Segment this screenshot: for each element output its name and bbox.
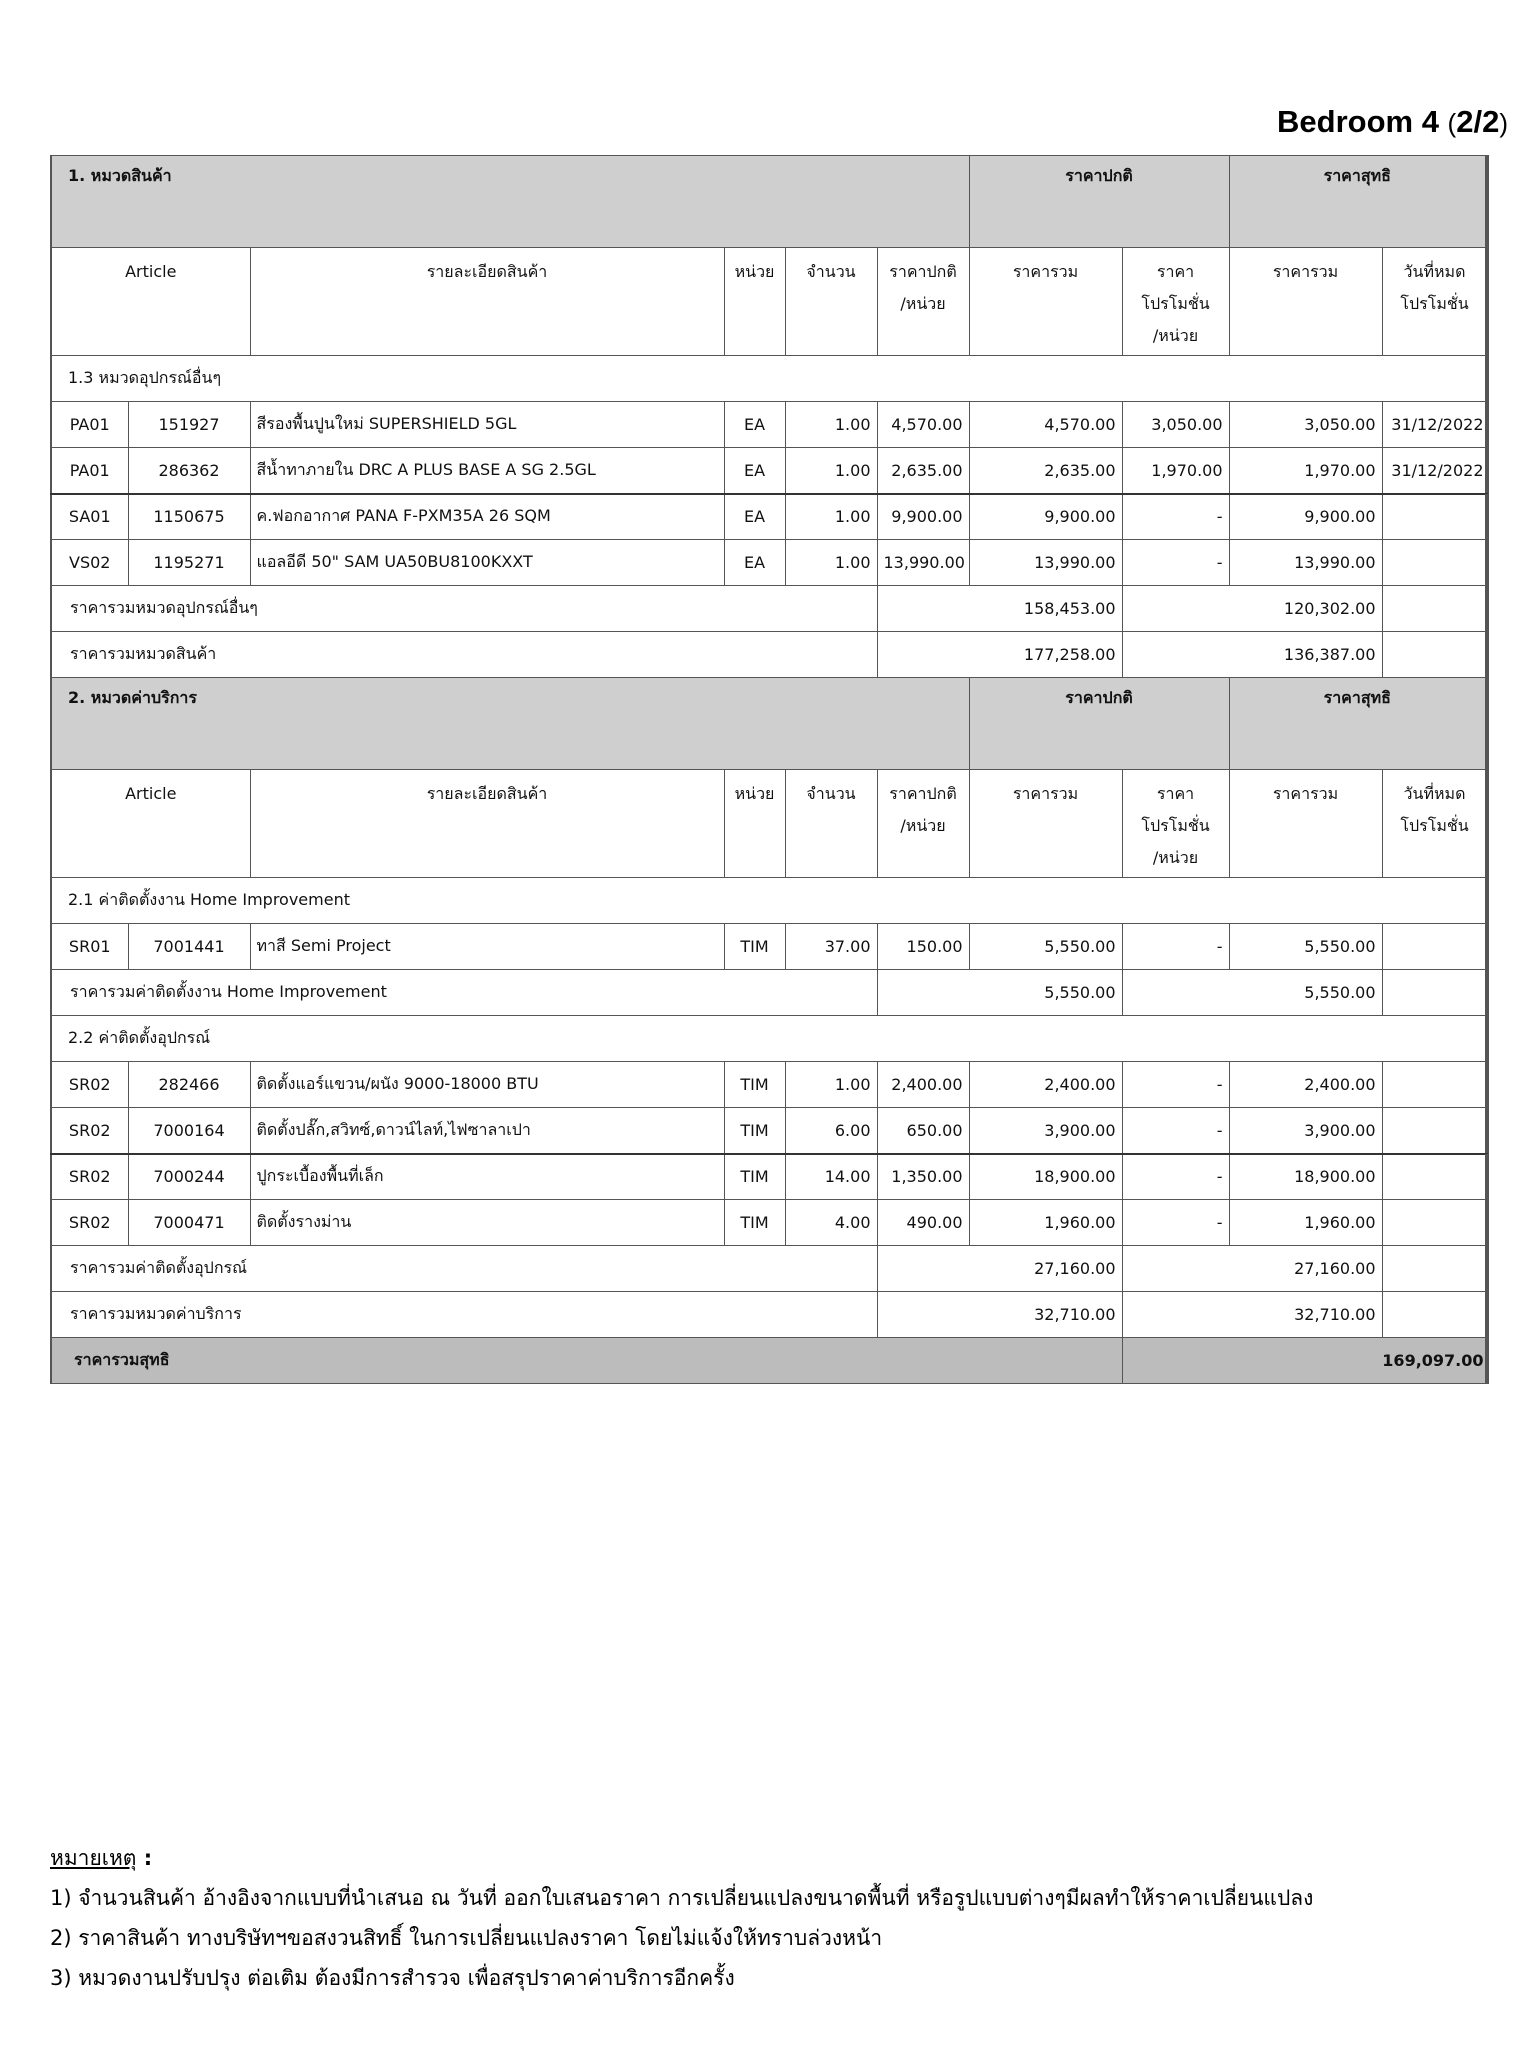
- item-total: 3,900.00: [969, 1108, 1122, 1154]
- grand-total-label: ราคารวมสุทธิ: [51, 1338, 1122, 1384]
- item-promo-end: 31/12/2022: [1382, 402, 1487, 448]
- total-net: 120,302.00: [1122, 586, 1382, 632]
- item-unit-price: 490.00: [877, 1200, 969, 1246]
- item-article: 282466: [128, 1062, 250, 1108]
- subsection-1-3: [51, 356, 1487, 402]
- total-normal: 177,258.00: [877, 632, 1122, 678]
- section-2-header: [51, 678, 1487, 770]
- item-row: [51, 402, 1487, 448]
- section-title: 1. หมวดสินค้า: [51, 156, 969, 248]
- note-line-2: 2) ราคาสินค้า ทางบริษัทฯขอสงวนสิทธิ์ ในการเปลี่ยนแปลงราคา โดยไม่แจ้งให้ทราบล่วงหน้า: [50, 1926, 883, 1950]
- item-description: แอลอีดี 50" SAM UA50BU8100KXXT: [250, 540, 724, 586]
- item-promo-price: -: [1122, 1200, 1229, 1246]
- item-unit: TIM: [724, 1200, 785, 1246]
- item-total: 18,900.00: [969, 1154, 1122, 1200]
- item-total: 5,550.00: [969, 924, 1122, 970]
- total-label: ราคารวมค่าติดตั้งงาน Home Improvement: [51, 970, 877, 1016]
- header-unit: หน่วย: [724, 770, 785, 878]
- item-promo-end: [1382, 1062, 1487, 1108]
- page-title-paren-open: (: [1447, 108, 1457, 138]
- header-unit-price: ราคาปกติ /หน่วย: [877, 248, 969, 356]
- total-net: 5,550.00: [1122, 970, 1382, 1016]
- subtotal-row: [51, 970, 1487, 1016]
- item-qty: 1.00: [785, 494, 877, 540]
- subsection-title: 2.1 ค่าติดตั้งงาน Home Improvement: [51, 878, 1487, 924]
- subsection-2-1: [51, 878, 1487, 924]
- item-code: PA01: [51, 448, 128, 494]
- item-description: ติดตั้งปลั๊ก,สวิทซ์,ดาวน์ไลท์,ไฟซาลาเปา: [250, 1108, 724, 1154]
- item-unit-price: 1,350.00: [877, 1154, 969, 1200]
- total-normal: 27,160.00: [877, 1246, 1122, 1292]
- item-promo-price: -: [1122, 1062, 1229, 1108]
- item-qty: 1.00: [785, 448, 877, 494]
- item-article: 286362: [128, 448, 250, 494]
- item-promo-total: 1,970.00: [1229, 448, 1382, 494]
- page-title: [1277, 104, 1508, 140]
- item-promo-price: -: [1122, 1108, 1229, 1154]
- item-total: 4,570.00: [969, 402, 1122, 448]
- item-promo-price: -: [1122, 540, 1229, 586]
- item-qty: 1.00: [785, 402, 877, 448]
- item-row: [51, 1154, 1487, 1200]
- header-promo-end: วันที่หมด โปรโมชั่น: [1382, 770, 1487, 878]
- item-unit: EA: [724, 402, 785, 448]
- header-promo-total: ราคารวม: [1229, 248, 1382, 356]
- header-promo-end: วันที่หมด โปรโมชั่น: [1382, 248, 1487, 356]
- total-empty: [1382, 632, 1487, 678]
- header-promo-price: ราคา โปรโมชั่น /หน่วย: [1122, 248, 1229, 356]
- header-article: Article: [51, 248, 250, 356]
- total-empty: [1382, 1246, 1487, 1292]
- item-promo-total: 3,900.00: [1229, 1108, 1382, 1154]
- item-unit: TIM: [724, 1154, 785, 1200]
- item-unit: TIM: [724, 1062, 785, 1108]
- header-description: รายละเอียดสินค้า: [250, 248, 724, 356]
- note-line-3: 3) หมวดงานปรับปรุง ต่อเติม ต้องมีการสำรวจ เพื่อสรุปราคาค่าบริการอีกครั้ง: [50, 1966, 735, 1990]
- item-unit-price: 2,635.00: [877, 448, 969, 494]
- item-promo-end: [1382, 540, 1487, 586]
- item-unit-price: 4,570.00: [877, 402, 969, 448]
- item-article: 7000164: [128, 1108, 250, 1154]
- column-header-row: [51, 770, 1487, 878]
- item-row: [51, 924, 1487, 970]
- item-promo-total: 2,400.00: [1229, 1062, 1382, 1108]
- header-promo-total: ราคารวม: [1229, 770, 1382, 878]
- item-total: 2,635.00: [969, 448, 1122, 494]
- total-empty: [1382, 970, 1487, 1016]
- item-row: [51, 1200, 1487, 1246]
- item-promo-total: 9,900.00: [1229, 494, 1382, 540]
- item-article: 1150675: [128, 494, 250, 540]
- item-unit-price: 2,400.00: [877, 1062, 969, 1108]
- subsection-title: 1.3 หมวดอุปกรณ์อื่นๆ: [51, 356, 1487, 402]
- item-code: SR02: [51, 1108, 128, 1154]
- item-description: ติดตั้งแอร์แขวน/ผนัง 9000-18000 BTU: [250, 1062, 724, 1108]
- subtotal-row: [51, 586, 1487, 632]
- item-unit: EA: [724, 448, 785, 494]
- total-empty: [1382, 586, 1487, 632]
- column-header-row: [51, 248, 1487, 356]
- header-net-price: ราคาสุทธิ: [1229, 678, 1487, 770]
- item-promo-total: 18,900.00: [1229, 1154, 1382, 1200]
- item-code: PA01: [51, 402, 128, 448]
- header-normal-price: ราคาปกติ: [969, 678, 1229, 770]
- item-description: สีน้ำทาภายใน DRC A PLUS BASE A SG 2.5GL: [250, 448, 724, 494]
- total-label: ราคารวมหมวดอุปกรณ์อื่นๆ: [51, 586, 877, 632]
- header-net-price: ราคาสุทธิ: [1229, 156, 1487, 248]
- item-code: SR02: [51, 1200, 128, 1246]
- item-promo-end: 31/12/2022: [1382, 448, 1487, 494]
- item-total: 2,400.00: [969, 1062, 1122, 1108]
- grand-total-value: 169,097.00: [1122, 1338, 1487, 1384]
- item-article: 1195271: [128, 540, 250, 586]
- item-row: [51, 1108, 1487, 1154]
- header-description: รายละเอียดสินค้า: [250, 770, 724, 878]
- item-promo-price: 3,050.00: [1122, 402, 1229, 448]
- total-net: 32,710.00: [1122, 1292, 1382, 1338]
- item-promo-total: 13,990.00: [1229, 540, 1382, 586]
- item-qty: 37.00: [785, 924, 877, 970]
- item-promo-price: 1,970.00: [1122, 448, 1229, 494]
- total-normal: 158,453.00: [877, 586, 1122, 632]
- item-unit-price: 650.00: [877, 1108, 969, 1154]
- item-description: สีรองพื้นปูนใหม่ SUPERSHIELD 5GL: [250, 402, 724, 448]
- item-code: SA01: [51, 494, 128, 540]
- item-promo-total: 5,550.00: [1229, 924, 1382, 970]
- item-unit-price: 150.00: [877, 924, 969, 970]
- item-promo-end: [1382, 494, 1487, 540]
- item-qty: 14.00: [785, 1154, 877, 1200]
- quotation-table: [50, 155, 1489, 1384]
- item-promo-price: -: [1122, 924, 1229, 970]
- item-code: VS02: [51, 540, 128, 586]
- total-normal: 32,710.00: [877, 1292, 1122, 1338]
- item-article: 7000244: [128, 1154, 250, 1200]
- item-code: SR01: [51, 924, 128, 970]
- header-total: ราคารวม: [969, 770, 1122, 878]
- item-description: ค.ฟอกอากาศ PANA F-PXM35A 26 SQM: [250, 494, 724, 540]
- subsection-title: 2.2 ค่าติดตั้งอุปกรณ์: [51, 1016, 1487, 1062]
- section-2-total-row: [51, 1292, 1487, 1338]
- item-code: SR02: [51, 1062, 128, 1108]
- item-description: ทาสี Semi Project: [250, 924, 724, 970]
- notes-heading: หมายเหตุ: [50, 1846, 137, 1870]
- total-label: ราคารวมหมวดสินค้า: [51, 632, 877, 678]
- header-article: Article: [51, 770, 250, 878]
- total-label: ราคารวมหมวดค่าบริการ: [51, 1292, 877, 1338]
- item-qty: 4.00: [785, 1200, 877, 1246]
- item-unit: TIM: [724, 1108, 785, 1154]
- section-1-header: [51, 156, 1487, 248]
- note-line-1: 1) จำนวนสินค้า อ้างอิงจากแบบที่นำเสนอ ณ วันที่ ออกใบเสนอราคา การเปลี่ยนแปลงขนาดพื้นที่ หรือรูปแบบต่างๆมีผลทำให้ราคาเปลี่ยนแปลง: [50, 1886, 1314, 1910]
- subsection-2-2: [51, 1016, 1487, 1062]
- item-description: ติดตั้งรางม่าน: [250, 1200, 724, 1246]
- subtotal-row: [51, 1246, 1487, 1292]
- item-unit: EA: [724, 494, 785, 540]
- notes-heading-colon: :: [136, 1846, 153, 1870]
- item-description: ปูกระเบื้องพื้นที่เล็ก: [250, 1154, 724, 1200]
- item-code: SR02: [51, 1154, 128, 1200]
- item-promo-price: -: [1122, 494, 1229, 540]
- item-unit-price: 13,990.00: [877, 540, 969, 586]
- item-promo-end: [1382, 924, 1487, 970]
- total-net: 136,387.00: [1122, 632, 1382, 678]
- item-unit-price: 9,900.00: [877, 494, 969, 540]
- item-promo-end: [1382, 1154, 1487, 1200]
- page-title-paren-close: ): [1499, 108, 1508, 138]
- item-total: 1,960.00: [969, 1200, 1122, 1246]
- item-row: [51, 1062, 1487, 1108]
- item-row: [51, 540, 1487, 586]
- total-normal: 5,550.00: [877, 970, 1122, 1016]
- item-qty: 1.00: [785, 540, 877, 586]
- item-article: 7000471: [128, 1200, 250, 1246]
- header-qty: จำนวน: [785, 770, 877, 878]
- item-total: 9,900.00: [969, 494, 1122, 540]
- section-1-total-row: [51, 632, 1487, 678]
- header-promo-price: ราคา โปรโมชั่น /หน่วย: [1122, 770, 1229, 878]
- total-net: 27,160.00: [1122, 1246, 1382, 1292]
- total-label: ราคารวมค่าติดตั้งอุปกรณ์: [51, 1246, 877, 1292]
- grand-total-row: [51, 1338, 1487, 1384]
- item-row: [51, 448, 1487, 494]
- total-empty: [1382, 1292, 1487, 1338]
- header-unit: หน่วย: [724, 248, 785, 356]
- item-promo-price: -: [1122, 1154, 1229, 1200]
- item-qty: 6.00: [785, 1108, 877, 1154]
- item-unit: EA: [724, 540, 785, 586]
- header-qty: จำนวน: [785, 248, 877, 356]
- item-promo-end: [1382, 1108, 1487, 1154]
- item-row: [51, 494, 1487, 540]
- item-promo-total: 1,960.00: [1229, 1200, 1382, 1246]
- header-total: ราคารวม: [969, 248, 1122, 356]
- page-title-text: Bedroom 4: [1277, 104, 1448, 139]
- item-total: 13,990.00: [969, 540, 1122, 586]
- item-qty: 1.00: [785, 1062, 877, 1108]
- page-number: 2/2: [1456, 104, 1500, 139]
- item-unit: TIM: [724, 924, 785, 970]
- section-title: 2. หมวดค่าบริการ: [51, 678, 969, 770]
- header-normal-price: ราคาปกติ: [969, 156, 1229, 248]
- item-promo-total: 3,050.00: [1229, 402, 1382, 448]
- notes-section: [50, 1838, 1500, 1998]
- header-unit-price: ราคาปกติ /หน่วย: [877, 770, 969, 878]
- item-article: 151927: [128, 402, 250, 448]
- item-article: 7001441: [128, 924, 250, 970]
- item-promo-end: [1382, 1200, 1487, 1246]
